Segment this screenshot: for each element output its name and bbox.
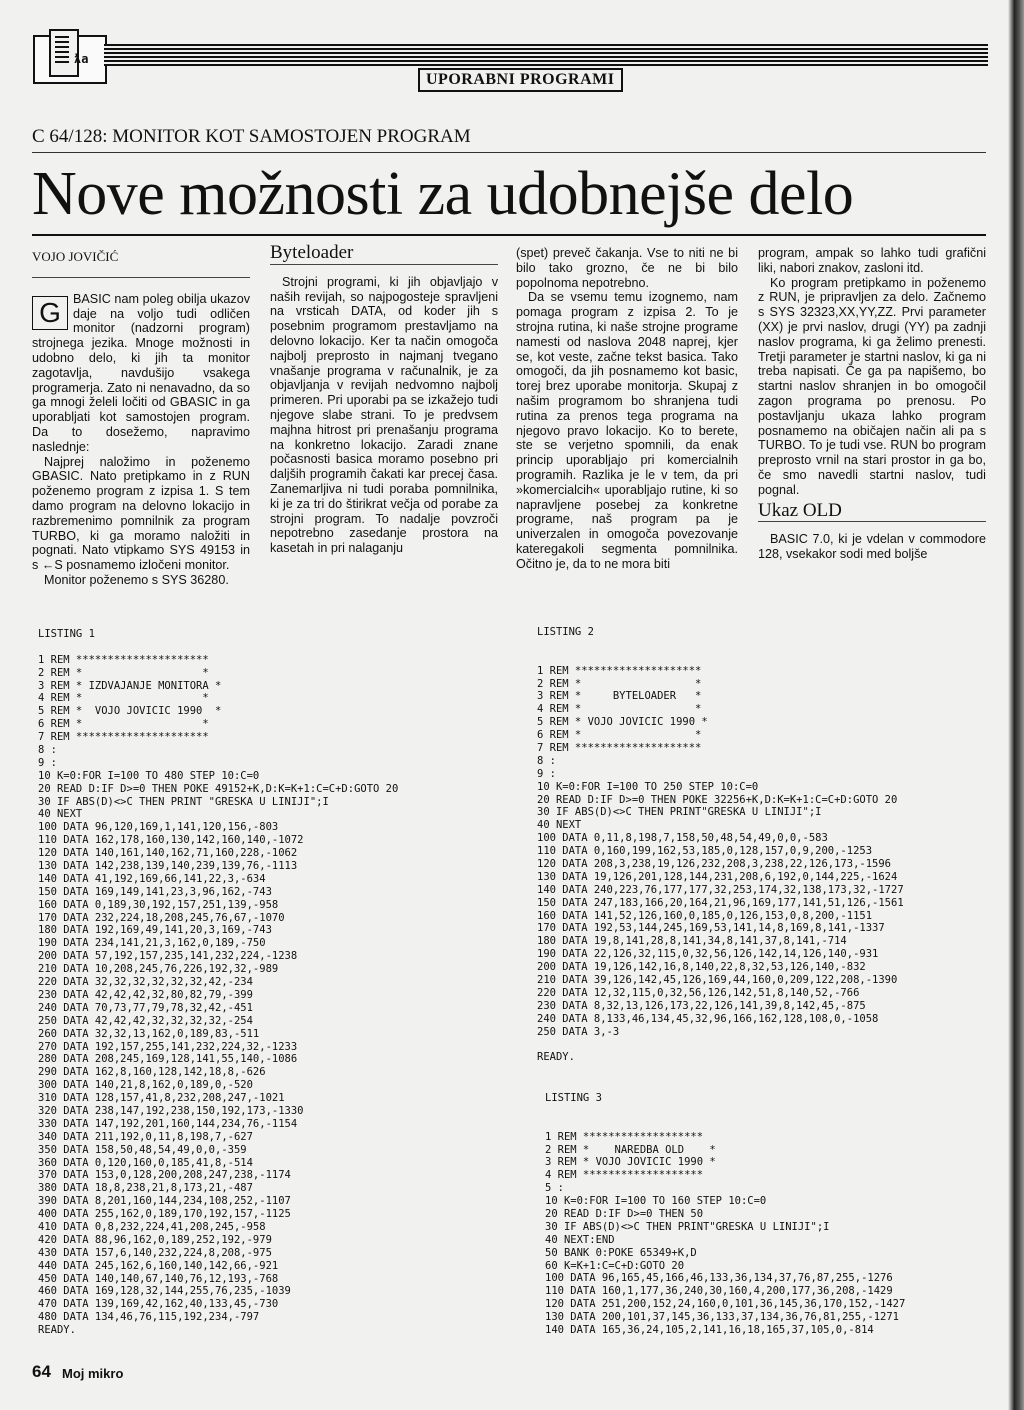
code-line: 310 DATA 128,157,41,8,232,208,247,-1021 bbox=[38, 1092, 285, 1105]
code-line: 60 K=K+1:C=C+D:GOTO 20 bbox=[545, 1259, 685, 1272]
code-line: 150 DATA 247,183,166,20,164,21,96,169,177,141,51,126,-1561 bbox=[537, 896, 904, 909]
paragraph: BASIC 7.0, ki je vdelan v commodore 128, vsekakor sodi med boljše bbox=[758, 532, 986, 562]
article-column-2 bbox=[270, 242, 498, 556]
divider-rule bbox=[32, 152, 986, 153]
code-line: 180 DATA 192,169,49,141,20,3,169,-743 bbox=[38, 924, 272, 937]
code-line: 20 READ D:IF D>=0 THEN POKE 49152+K,D:K=K+1:C=C+D:GOTO 20 bbox=[38, 782, 399, 795]
code-line: 110 DATA 162,178,160,130,142,160,140,-1072 bbox=[38, 834, 304, 847]
code-line: 2 REM * * bbox=[537, 677, 702, 690]
code-line: 40 NEXT:END bbox=[545, 1233, 615, 1246]
code-line: 170 DATA 232,224,18,208,245,76,67,-1070 bbox=[38, 911, 285, 924]
page-number: 64 bbox=[32, 1362, 51, 1381]
code-line: 10 K=0:FOR I=100 TO 160 STEP 10:C=0 bbox=[545, 1195, 767, 1208]
paragraph: program, ampak so lahko tudi grafični liki, nabori znakov, zasloni itd. bbox=[758, 246, 986, 275]
code-line: 380 DATA 18,8,238,21,8,173,21,-487 bbox=[38, 1182, 253, 1195]
code-line: 110 DATA 160,1,177,36,240,30,160,4,200,177,36,208,-1429 bbox=[545, 1285, 893, 1298]
paragraph: Monitor poženemo s SYS 36280. bbox=[44, 572, 229, 587]
code-line: 2 REM * NAREDBA OLD * bbox=[545, 1143, 716, 1156]
code-line: 430 DATA 157,6,140,232,224,8,208,-975 bbox=[38, 1246, 272, 1259]
code-line: LISTING 3 bbox=[545, 1092, 602, 1104]
logo-hand-glyph: ƛa bbox=[74, 52, 89, 66]
paragraph bbox=[32, 292, 250, 455]
code-line: 3 REM * BYTELOADER * bbox=[537, 690, 702, 703]
code-line: 480 DATA 134,46,76,115,192,234,-797 bbox=[38, 1311, 260, 1324]
code-line: 360 DATA 0,120,160,0,185,41,8,-514 bbox=[38, 1156, 253, 1169]
code-line: READY. bbox=[38, 1324, 76, 1337]
code-line: 40 NEXT bbox=[537, 819, 582, 832]
code-line: 410 DATA 0,8,232,224,41,208,245,-958 bbox=[38, 1220, 266, 1233]
code-line: 130 DATA 200,101,37,145,36,133,37,134,36,76,81,255,-1271 bbox=[545, 1311, 900, 1324]
code-line: 140 DATA 165,36,24,105,2,141,16,18,165,37,105,0,-814 bbox=[545, 1324, 874, 1337]
article-column-4 bbox=[758, 246, 986, 562]
code-line: 140 DATA 240,223,76,177,177,32,253,174,32,138,173,32,-1727 bbox=[537, 883, 904, 896]
paragraph: Najprej naložimo in poženemo GBASIC. Nato pretipkamo in z RUN poženemo program z izpisa 1. S tem damo program na delovno lokacijo in razbremenimo pomnilnik za program TURBO, ki ga moramo naložiti in pognati. Nato vtipkamo SYS 49153 in s ←S posnamemo izločeni monitor. bbox=[32, 454, 250, 573]
code-line: 470 DATA 139,169,42,162,40,133,45,-730 bbox=[38, 1298, 279, 1311]
paragraph: Da se vsemu temu izognemo, nam pomaga program z izpisa 2. To je strojna rutina, ki naše strojne programe namesti od naslova 2048 naprej, kjer se, kot veste, začne tekst basica. Tako omogoči, da jih posnamemo kot basic, torej brez uporabe monitorja. Skupaj z našim programom bo shranjena tudi rutina za prenos tega programa na njegovo pravo lokacijo. Ko to berete, ste se verjetno spomnili, da enak princip uporabljajo pri komercialnih programih. Razlika je le v tem, da pri »komercialcih« uporabljajo rutine, ki so napravljene posebej za konkretne programe, naš program pa je univerzalen in omogoča povezovanje kateregakoli segmenta pomnilnika. Očitno je, da to ne mora biti bbox=[516, 290, 738, 571]
code-line: 6 REM * * bbox=[38, 718, 209, 731]
code-line: 4 REM * * bbox=[537, 703, 702, 716]
code-line: 4 REM * * bbox=[38, 692, 209, 705]
code-line: 10 K=0:FOR I=100 TO 250 STEP 10:C=0 bbox=[537, 780, 759, 793]
article-headline: Nove možnosti za udobnejše delo bbox=[32, 160, 854, 228]
section-logo-icon bbox=[33, 35, 107, 84]
code-line: LISTING 2 bbox=[537, 626, 594, 638]
paragraph: Ko program pretipkamo in poženemo z RUN, je pripravljen za delo. Začnemo s SYS 32323,XX,YY,ZZ. Prvi parameter (XX) je prvi naslov, drugi (YY) pa zadnji naslov programa, ki ga želimo prenesti. Tretji parameter je startni naslov, ki ga ni treba napisati. Če ga pa napišemo, bo startni naslov shranjen in bo omogočil zagon programa po prenosu. Po postavljanju ukaza lahko program posnamemo na običajen način ali pa s TURBO. To je tudi vse. RUN bo program preprosto vrnil na stari prostor in ga bo, če smo navedli startni naslov, tudi pognal. bbox=[758, 275, 986, 497]
code-line: 320 DATA 238,147,192,238,150,192,173,-1330 bbox=[38, 1104, 304, 1117]
code-line: 350 DATA 158,50,48,54,49,0,0,-359 bbox=[38, 1143, 247, 1156]
code-line: 120 DATA 208,3,238,19,126,232,208,3,238,22,126,173,-1596 bbox=[537, 858, 892, 871]
code-line: 20 READ D:IF D>=0 THEN POKE 32256+K,D:K=K+1:C=C+D:GOTO 20 bbox=[537, 793, 898, 806]
code-line: 130 DATA 19,126,201,128,144,231,208,6,192,0,144,225,-1624 bbox=[537, 870, 898, 883]
code-line: 100 DATA 96,165,45,166,46,133,36,134,37,76,87,255,-1276 bbox=[545, 1272, 893, 1285]
article-column-3 bbox=[516, 246, 738, 572]
code-line: 30 IF ABS(D)<>C THEN PRINT"GRESKA U LINIJI";I bbox=[545, 1220, 830, 1233]
code-line: LISTING 1 bbox=[38, 628, 95, 640]
magazine-name: Moj mikro bbox=[62, 1366, 124, 1381]
code-line: 180 DATA 19,8,141,28,8,141,34,8,141,37,8,141,-714 bbox=[537, 935, 847, 948]
code-line: 7 REM ******************** bbox=[537, 742, 702, 755]
code-line: 210 DATA 10,208,245,76,226,192,32,-989 bbox=[38, 963, 279, 976]
code-listing-1 bbox=[38, 628, 398, 1337]
code-line: 8 : bbox=[537, 754, 556, 767]
code-line: 230 DATA 42,42,42,32,80,82,79,-399 bbox=[38, 988, 253, 1001]
code-line: 340 DATA 211,192,0,11,8,198,7,-627 bbox=[38, 1130, 253, 1143]
code-line: 9 : bbox=[537, 767, 556, 780]
divider-rule bbox=[32, 234, 986, 236]
code-line: 1 REM ******************** bbox=[537, 664, 702, 677]
divider-rule bbox=[270, 264, 498, 265]
drop-cap: G bbox=[32, 296, 68, 330]
code-line: 5 : bbox=[545, 1182, 564, 1195]
code-line bbox=[545, 1118, 905, 1131]
paragraph: (spet) preveč čakanja. Vse to niti ne bi bilo tako grozno, če ne bi bilo popolnoma nepotrebno. bbox=[516, 246, 738, 290]
code-line: 40 NEXT bbox=[38, 808, 83, 821]
code-line bbox=[537, 652, 904, 665]
code-line: 2 REM * * bbox=[38, 666, 209, 679]
divider-rule bbox=[758, 521, 986, 522]
code-line: 290 DATA 162,8,160,128,142,18,8,-626 bbox=[38, 1066, 266, 1079]
code-line: 5 REM * VOJO JOVICIC 1990 * bbox=[38, 705, 222, 718]
divider-rule bbox=[32, 277, 250, 278]
code-line: 50 BANK 0:POKE 65349+K,D bbox=[545, 1246, 697, 1259]
code-line: 390 DATA 8,201,160,144,234,108,252,-1107 bbox=[38, 1195, 291, 1208]
code-line: 30 IF ABS(D)<>C THEN PRINT"GRESKA U LINIJI";I bbox=[537, 806, 822, 819]
paragraph-text: BASIC nam poleg obilja ukazov daje na voljo tudi odličen monitor (nadzorni program) strojnega jezika. Mnoge možnosti in udobno delo, ki jih ta monitor zagotavlja, navdušijo vsakega programerja. Zato ni nenavadno, da so ga mnogi želeli ločiti od GBASIC in ga uporabljati kot samostojen program. Da to dosežemo, napravimo naslednje: bbox=[32, 291, 250, 454]
code-line: 230 DATA 8,32,13,126,173,22,126,141,39,8,142,45,-875 bbox=[537, 999, 866, 1012]
code-line: 450 DATA 140,140,67,140,76,12,193,-768 bbox=[38, 1272, 279, 1285]
author-byline: VOJO JOVIČIĆ bbox=[32, 249, 119, 264]
code-line: 1 REM ******************* bbox=[545, 1130, 704, 1143]
code-line: 210 DATA 39,126,142,45,126,169,44,160,0,209,122,208,-1390 bbox=[537, 974, 898, 987]
section-tag: UPORABNI PROGRAMI bbox=[418, 68, 623, 92]
code-line: 120 DATA 140,161,140,162,71,160,228,-1062 bbox=[38, 847, 298, 860]
code-line: 330 DATA 147,192,201,160,144,234,76,-1154 bbox=[38, 1117, 298, 1130]
code-line: READY. bbox=[537, 1051, 575, 1064]
code-line: 200 DATA 19,126,142,16,8,140,22,8,32,53,126,140,-832 bbox=[537, 961, 866, 974]
code-line: 260 DATA 32,32,13,162,0,189,83,-511 bbox=[38, 1027, 260, 1040]
code-line: 8 : bbox=[38, 744, 57, 757]
code-line: 160 DATA 0,189,30,192,157,251,139,-958 bbox=[38, 898, 279, 911]
code-line: 6 REM * * bbox=[537, 729, 702, 742]
code-line: 240 DATA 8,133,46,134,45,32,96,166,162,128,108,0,-1058 bbox=[537, 1012, 879, 1025]
code-line: 170 DATA 192,53,144,245,169,53,141,14,8,169,8,141,-1337 bbox=[537, 922, 885, 935]
section-heading: Byteloader bbox=[270, 242, 354, 263]
code-line: 420 DATA 88,96,162,0,189,252,192,-979 bbox=[38, 1233, 272, 1246]
code-listing-3 bbox=[545, 1092, 905, 1337]
code-line bbox=[545, 1105, 905, 1118]
code-line: 7 REM ********************* bbox=[38, 731, 209, 744]
code-line bbox=[537, 1039, 904, 1052]
code-line: 190 DATA 234,141,21,3,162,0,189,-750 bbox=[38, 937, 266, 950]
code-line: 250 DATA 3,-3 bbox=[537, 1025, 620, 1038]
paragraph: Strojni programi, ki jih objavljajo v naših revijah, so najpogosteje spravljeni na vrsticah DATA, od koder jih s posebnim programom prestavljamo na delovno lokacijo. Ker ta način omogoča najbolj preprosto in najmanj tvegano vnašanje programa v računalnik, je za objavljanja v revijah nedvomno najbolj primeren. Pri uporabi pa se izkažejo tudi njegove slabe strani. To je predvsem majhna hitrost pri prenašanju programa na konkretno lokacijo. Zaradi znane počasnosti basica moramo posebno pri daljših programih čakati kar precej časa. Zanemarljiva ni tudi poraba pomnilnika, ki je za tri do štirikrat večja od porabe za strojni program. To nadalje povzroči nepotrebno zasedanje prostora na kasetah in pri nalaganju bbox=[270, 274, 498, 556]
code-line: 370 DATA 153,0,128,200,208,247,238,-1174 bbox=[38, 1169, 291, 1182]
code-line: 4 REM ******************* bbox=[545, 1169, 704, 1182]
code-listing-2 bbox=[537, 626, 904, 1064]
code-line: 440 DATA 245,162,6,160,140,142,66,-921 bbox=[38, 1259, 279, 1272]
code-line: 400 DATA 255,162,0,189,170,192,157,-1125 bbox=[38, 1208, 291, 1221]
code-line: 3 REM * IZDVAJANJE MONITORA * bbox=[38, 679, 222, 692]
code-line bbox=[38, 641, 398, 654]
code-line: 220 DATA 32,32,32,32,32,32,42,-234 bbox=[38, 976, 253, 989]
page-edge-shadow bbox=[1008, 0, 1024, 1410]
code-line: 9 : bbox=[38, 756, 57, 769]
section-heading: Ukaz OLD bbox=[758, 499, 842, 521]
code-line: 110 DATA 0,160,199,162,53,185,0,128,157,0,9,200,-1253 bbox=[537, 845, 873, 858]
code-line: 190 DATA 22,126,32,115,0,32,56,126,142,14,126,140,-931 bbox=[537, 948, 879, 961]
code-line: 120 DATA 251,200,152,24,160,0,101,36,145,36,170,152,-1427 bbox=[545, 1298, 906, 1311]
code-line: 220 DATA 12,32,115,0,32,56,126,142,51,8,140,52,-766 bbox=[537, 986, 860, 999]
code-line: 100 DATA 0,11,8,198,7,158,50,48,54,49,0,0,-583 bbox=[537, 832, 828, 845]
code-line: 3 REM * VOJO JOVICIC 1990 * bbox=[545, 1156, 716, 1169]
code-line: 130 DATA 142,238,139,140,239,139,76,-1113 bbox=[38, 860, 298, 873]
code-line: 200 DATA 57,192,157,235,141,232,224,-1238 bbox=[38, 950, 298, 963]
code-line: 250 DATA 42,42,42,32,32,32,32,-254 bbox=[38, 1014, 253, 1027]
code-line: 160 DATA 141,52,126,160,0,185,0,126,153,0,8,200,-1151 bbox=[537, 909, 873, 922]
code-line: 100 DATA 96,120,169,1,141,120,156,-803 bbox=[38, 821, 279, 834]
code-line: 10 K=0:FOR I=100 TO 480 STEP 10:C=0 bbox=[38, 769, 260, 782]
code-line: 1 REM ********************* bbox=[38, 653, 209, 666]
code-line: 240 DATA 70,73,77,79,78,32,42,-451 bbox=[38, 1001, 253, 1014]
code-line: 140 DATA 41,192,169,66,141,22,3,-634 bbox=[38, 872, 266, 885]
code-line bbox=[537, 639, 904, 652]
code-line: 460 DATA 169,128,32,144,255,76,235,-1039 bbox=[38, 1285, 291, 1298]
code-line: 30 IF ABS(D)<>C THEN PRINT "GRESKA U LINIJI";I bbox=[38, 795, 329, 808]
code-line: 20 READ D:IF D>=0 THEN 50 bbox=[545, 1208, 704, 1221]
article-column-1 bbox=[32, 242, 250, 588]
code-line: 300 DATA 140,21,8,162,0,189,0,-520 bbox=[38, 1079, 253, 1092]
code-line: 280 DATA 208,245,169,128,141,55,140,-1086 bbox=[38, 1053, 298, 1066]
article-subhead: C 64/128: MONITOR KOT SAMOSTOJEN PROGRAM bbox=[32, 126, 471, 147]
code-line: 5 REM * VOJO JOVICIC 1990 * bbox=[537, 716, 708, 729]
code-line: 150 DATA 169,149,141,23,3,96,162,-743 bbox=[38, 885, 272, 898]
header-stripe-band bbox=[104, 44, 988, 66]
code-line: 270 DATA 192,157,255,141,232,224,32,-1233 bbox=[38, 1040, 298, 1053]
